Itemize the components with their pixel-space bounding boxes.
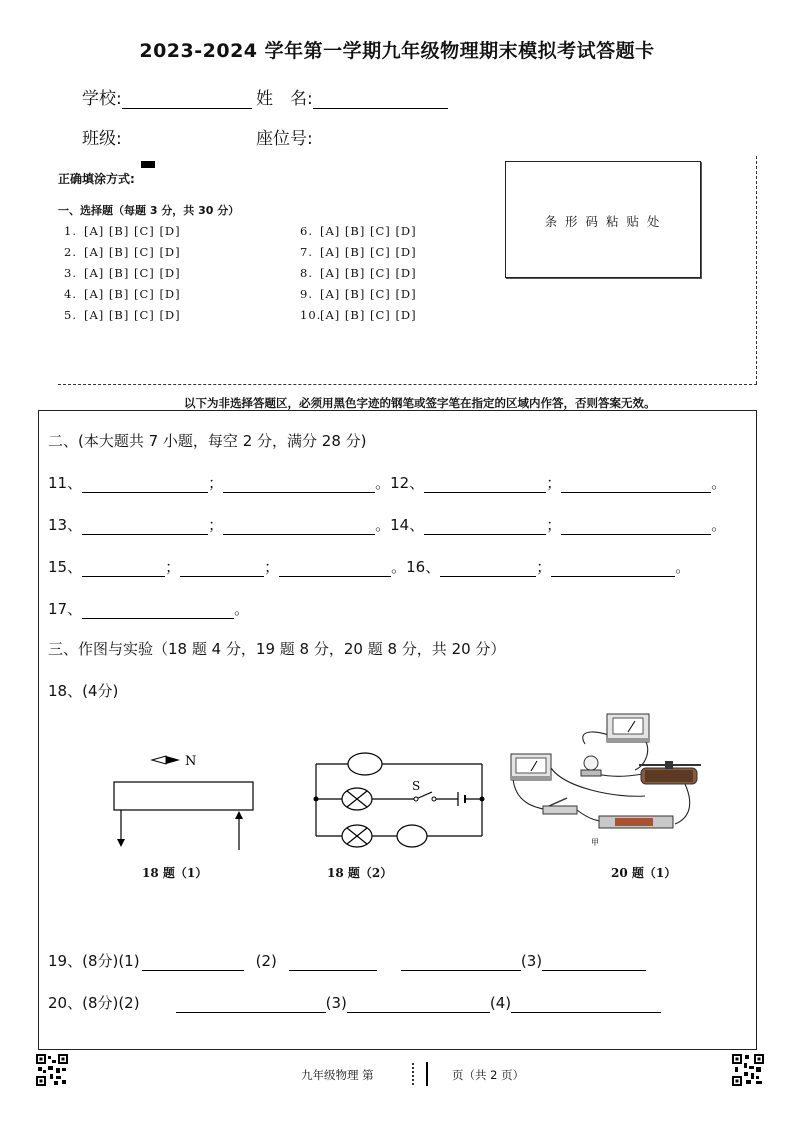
figure-18-1-magnet[interactable] bbox=[100, 745, 270, 855]
mc-row-5[interactable]: 5. [A] [B] [C] [D] bbox=[64, 308, 181, 322]
q17-label: 17、 bbox=[48, 600, 83, 618]
mc-row-9[interactable]: 9. [A] [B] [C] [D] bbox=[300, 287, 417, 301]
mc-column-right bbox=[300, 221, 417, 326]
q14-label: 14、 bbox=[390, 516, 425, 534]
section1-heading: 一、选择题（每题 3 分，共 30 分） bbox=[58, 204, 240, 217]
answer-area-notice: 以下为非选择答题区，必须用黑色字迹的钢笔或签字笔在指定的区域内作答，否则答案无效。 bbox=[184, 396, 656, 410]
q16-label: 16、 bbox=[406, 558, 441, 576]
name-input[interactable] bbox=[313, 88, 448, 109]
compass-needle-left bbox=[152, 756, 166, 764]
dashed-divider-vertical bbox=[756, 156, 757, 384]
q19-blank-2[interactable] bbox=[289, 954, 377, 971]
seat-label: 座位号: bbox=[256, 129, 313, 149]
answer-row-20 bbox=[48, 992, 661, 1013]
switch-icon bbox=[543, 798, 577, 814]
filled-mark-sample bbox=[141, 161, 155, 168]
q16-blank-1[interactable] bbox=[440, 560, 536, 577]
q17-blank-1[interactable] bbox=[82, 602, 234, 619]
q19-blank-4[interactable] bbox=[542, 954, 646, 971]
mc-column-left bbox=[64, 221, 181, 326]
school-label: 学校: bbox=[82, 89, 122, 109]
figure-20-1-apparatus[interactable] bbox=[505, 708, 717, 852]
jia-label: 甲 bbox=[591, 838, 599, 847]
school-input[interactable] bbox=[122, 88, 252, 109]
q18-label: 18、(4分) bbox=[48, 682, 119, 700]
mc-row-2[interactable]: 2. [A] [B] [C] [D] bbox=[64, 245, 181, 259]
bulb-icon bbox=[581, 756, 601, 776]
q13-blank-1[interactable] bbox=[82, 518, 208, 535]
barcode-label: 条 形 码 粘 贴 处 bbox=[544, 214, 662, 229]
qr-code-right-icon bbox=[732, 1054, 764, 1086]
q12-blank-2[interactable] bbox=[561, 476, 711, 493]
q19-part2-label: (2) bbox=[255, 952, 277, 970]
compass-needle-right bbox=[166, 756, 180, 764]
q19-blank-1[interactable] bbox=[142, 954, 244, 971]
q15-blank-3[interactable] bbox=[279, 560, 391, 577]
footer-page-left: 九年级物理 第 bbox=[301, 1068, 374, 1082]
q16-blank-2[interactable] bbox=[551, 560, 675, 577]
mc-row-1[interactable]: 1. [A] [B] [C] [D] bbox=[64, 224, 181, 238]
switch-lever bbox=[416, 792, 432, 799]
ammeter-icon bbox=[511, 754, 551, 780]
answer-row-11-12: 11、 ； 。12、 ； 。 bbox=[48, 474, 727, 492]
caption-18-2: 18 题（2） bbox=[327, 866, 393, 880]
footer-page-right: 页（共 2 页） bbox=[452, 1068, 525, 1082]
caption-18-1: 18 题（1） bbox=[142, 866, 208, 880]
q12-label: 12、 bbox=[390, 474, 425, 492]
q20-blank-2[interactable] bbox=[347, 996, 490, 1013]
q11-blank-2[interactable] bbox=[223, 476, 375, 493]
q11-blank-1[interactable] bbox=[82, 476, 208, 493]
q14-blank-2[interactable] bbox=[561, 518, 711, 535]
q15-blank-2[interactable] bbox=[180, 560, 264, 577]
q15-label: 15、 bbox=[48, 558, 83, 576]
caption-20-1: 20 题（1） bbox=[611, 866, 677, 880]
arrow-down-icon bbox=[117, 839, 125, 847]
mc-row-3[interactable]: 3. [A] [B] [C] [D] bbox=[64, 266, 181, 280]
voltmeter-icon bbox=[607, 714, 649, 742]
mc-row-7[interactable]: 7. [A] [B] [C] [D] bbox=[300, 245, 417, 259]
q19-label: 19、(8分)(1) bbox=[48, 952, 140, 970]
q15-blank-1[interactable] bbox=[82, 560, 165, 577]
q20-part3-label: (3) bbox=[325, 994, 347, 1012]
switch-label: S bbox=[412, 779, 421, 793]
page-number-dots bbox=[412, 1063, 417, 1085]
q13-label: 13、 bbox=[48, 516, 83, 534]
answer-row-15-16: 15、 ； ； 。16、 ； 。 bbox=[48, 558, 691, 576]
q19-blank-3[interactable] bbox=[401, 954, 521, 971]
fill-method-label: 正确填涂方式: bbox=[58, 172, 135, 186]
bar-magnet bbox=[114, 782, 253, 810]
qr-code-left-icon bbox=[36, 1054, 68, 1086]
section3-heading: 三、作图与实验（18 题 4 分，19 题 8 分，20 题 8 分，共 20 分） bbox=[48, 640, 506, 658]
dashed-divider-horizontal bbox=[58, 384, 757, 385]
answer-row-13-14: 13、 ； 。14、 ； 。 bbox=[48, 516, 727, 534]
q20-blank-1[interactable] bbox=[176, 996, 326, 1013]
q12-blank-1[interactable] bbox=[424, 476, 546, 493]
barcode-area bbox=[505, 161, 701, 278]
q13-blank-2[interactable] bbox=[223, 518, 375, 535]
page-number-bar bbox=[426, 1062, 428, 1086]
name-field bbox=[256, 84, 448, 109]
school-field bbox=[82, 84, 252, 109]
q20-label: 20、(8分)(2) bbox=[48, 994, 140, 1012]
q19-part3-label: (3) bbox=[520, 952, 543, 970]
name-label: 姓 名: bbox=[256, 89, 313, 109]
q20-part4-label: (4) bbox=[489, 994, 512, 1012]
mc-row-4[interactable]: 4. [A] [B] [C] [D] bbox=[64, 287, 181, 301]
answer-row-19 bbox=[48, 950, 646, 971]
section2-heading: 二、(本大题共 7 小题，每空 2 分，满分 28 分) bbox=[48, 432, 367, 450]
rheostat-icon bbox=[639, 761, 701, 784]
mc-row-8[interactable]: 8. [A] [B] [C] [D] bbox=[300, 266, 417, 280]
q11-label: 11、 bbox=[48, 474, 83, 492]
class-label: 班级: bbox=[82, 129, 122, 149]
meter-oval-top bbox=[348, 753, 382, 775]
north-label: N bbox=[185, 754, 197, 769]
mc-row-6[interactable]: 6. [A] [B] [C] [D] bbox=[300, 224, 417, 238]
figure-18-2-circuit[interactable] bbox=[308, 745, 490, 857]
arrow-up-icon bbox=[235, 811, 243, 819]
mc-row-10[interactable]: 10.[A] [B] [C] [D] bbox=[300, 308, 417, 322]
meter-oval-bottom bbox=[397, 825, 427, 847]
q20-blank-3[interactable] bbox=[511, 996, 661, 1013]
q14-blank-1[interactable] bbox=[424, 518, 546, 535]
page-title: 2023-2024 学年第一学期九年级物理期末模拟考试答题卡 bbox=[139, 40, 655, 62]
battery-icon bbox=[599, 816, 673, 828]
answer-row-17: 17、 。 bbox=[48, 600, 250, 618]
